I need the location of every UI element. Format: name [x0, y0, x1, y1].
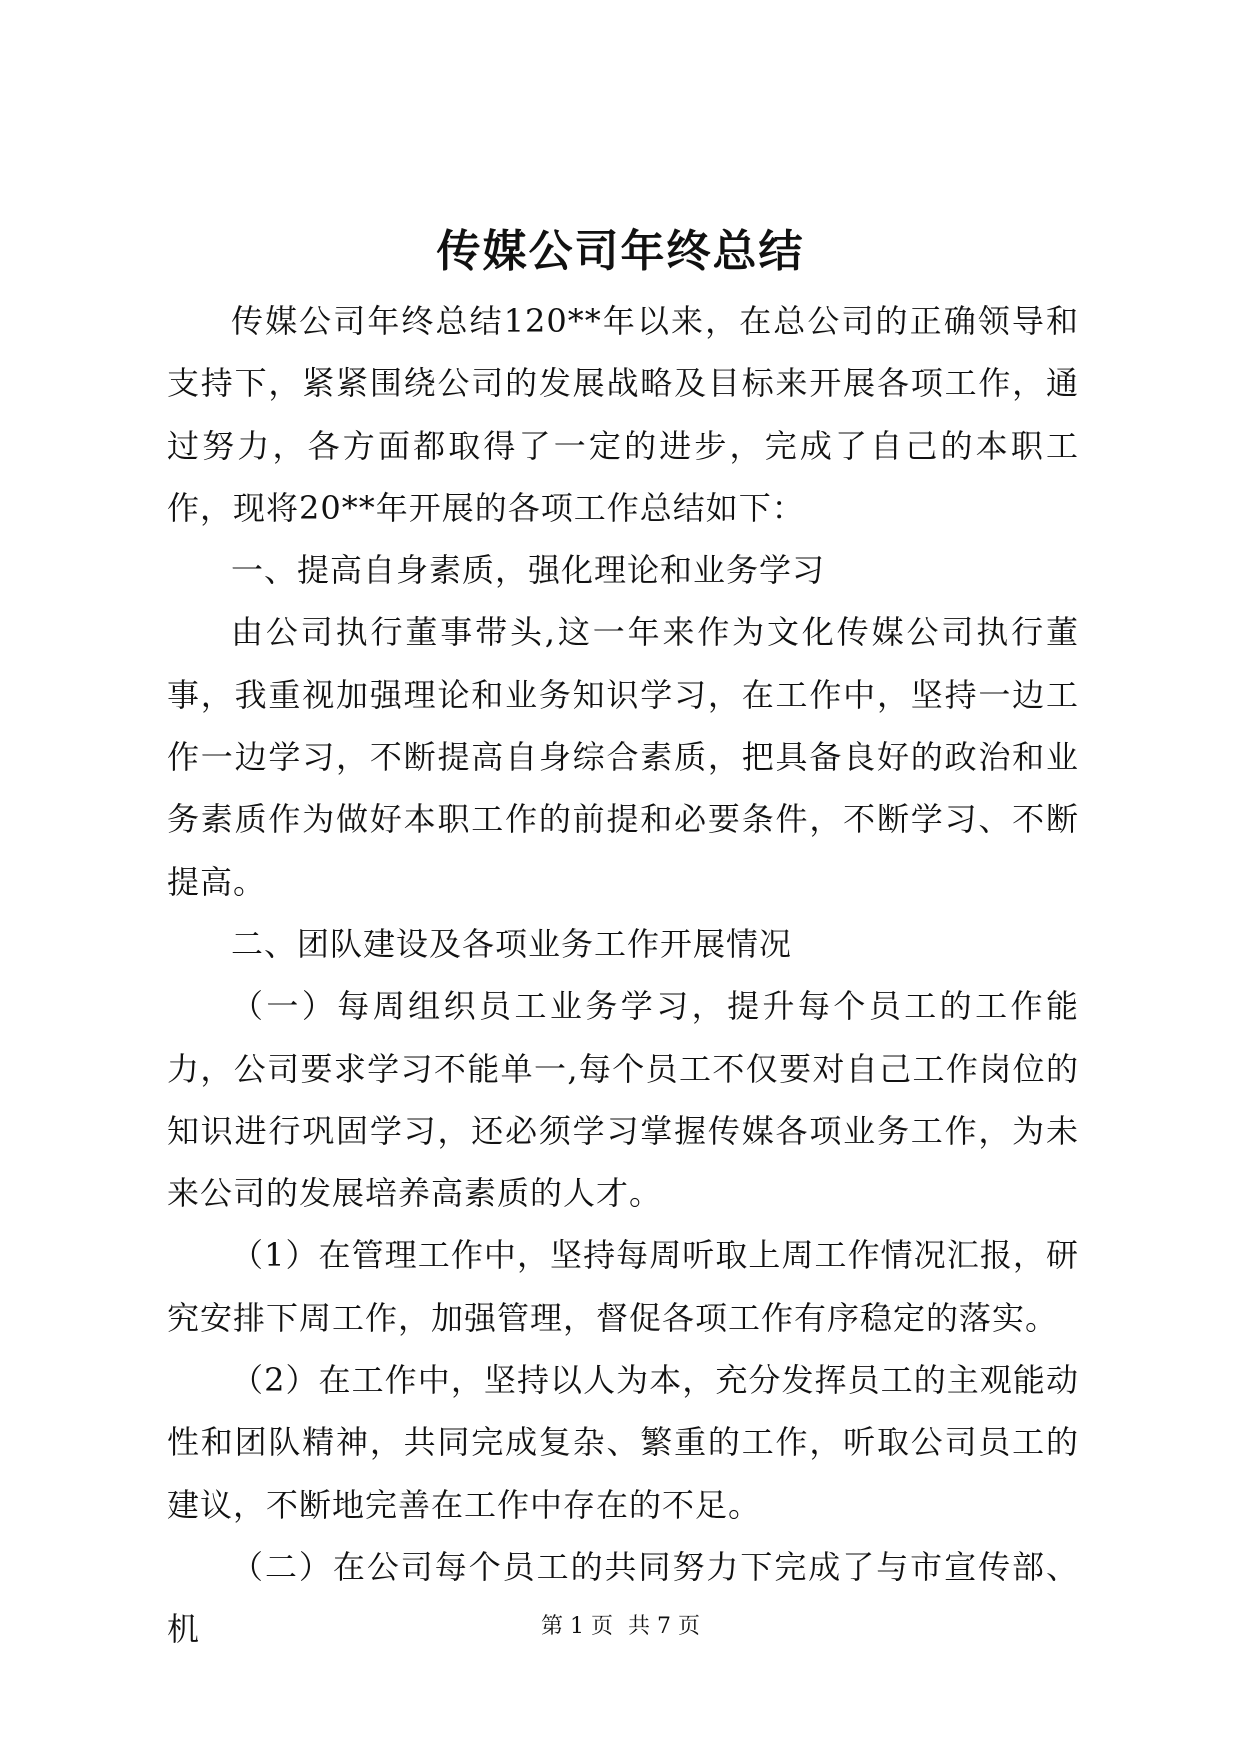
paragraph-people: （2）在工作中，坚持以人为本，充分发挥员工的主观能动性和团队精神，共同完成复杂、繁重的工作，听取公司员工的建议，不断地完善在工作中存在的不足。	[167, 1361, 1079, 1524]
paragraph-intro: 传媒公司年终总结120**年以来，在总公司的正确领导和支持下，紧紧围绕公司的发展战略及目标来开展各项工作，通过努力，各方面都取得了一定的进步，完成了自己的本职工作，现将20**年开展的各项工作总结如下：	[167, 302, 1079, 527]
document-title: 传媒公司年终总结	[436, 226, 805, 277]
paragraph-management: （1）在管理工作中，坚持每周听取上周工作情况汇报，研究安排下周工作，加强管理，督促各项工作有序稳定的落实。	[167, 1236, 1079, 1337]
document-body	[167, 290, 1079, 1661]
page-total: 共 7 页	[628, 1614, 700, 1639]
section-heading-1: 一、提高自身素质，强化理论和业务学习	[231, 551, 826, 590]
paragraph-training: （一）每周组织员工业务学习，提升每个员工的工作能力，公司要求学习不能单一,每个员工不仅要对自己工作岗位的知识进行巩固学习，还必须学习掌握传媒各项业务工作，为未来公司的发展培养高素质的人才。	[167, 987, 1079, 1213]
paragraph-study: 由公司执行董事带头,这一年来作为文化传媒公司执行董事，我重视加强理论和业务知识学习，在工作中，坚持一边工作一边学习，不断提高自身综合素质，把具备良好的政治和业务素质作为做好本职工作的前提和必要条件，不断学习、不断提高。	[167, 613, 1079, 901]
page-number: 第 1 页	[541, 1614, 613, 1639]
paragraph-cooperation: （二）在公司每个员工的共同努力下完成了与市宣传部、机	[167, 1547, 1079, 1649]
section-heading-2: 二、团队建设及各项业务工作开展情况	[231, 924, 793, 963]
page-footer	[0, 1612, 1241, 1642]
